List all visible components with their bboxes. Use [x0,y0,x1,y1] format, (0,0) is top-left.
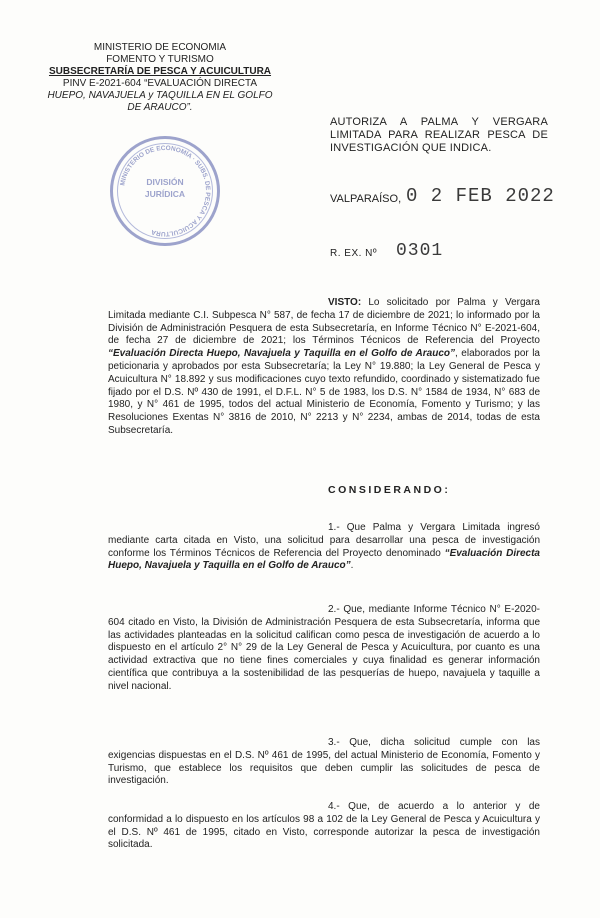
point-4-text: 4.- Que, de acuerdo a lo anterior y de conformidad a lo dispuesto en los artículos 98 a 102 de la Ley General de Pesca y Acuicultura y el D.S. Nº 461 de 1995, citado en Visto, corresponde autorizar la pesca de investigación solicitada. [108,801,540,851]
subsecretaria-name: SUBSECRETARÍA DE PESCA Y ACUICULTURA [48,66,272,77]
point-1-text: 1.- Que Palma y Vergara Limitada ingresó mediante carta citada en Visto, una solicitud para desarrollar una pesca de investigación conforme los Términos Técnicos de Referencia del Proyecto denominado [108,522,540,559]
stamp-center-line1: DIVISIÓN [146,177,184,187]
point-3-text: 3.- Que, dicha solicitud cumple con las exigencias dispuestas en el D.S. Nº 461 de 1995, del actual Ministerio de Economía, Fomento y Turismo, que establece los requisitos que deben cumplir las solicitudes de pesca de investigación. [108,737,540,787]
ministry-name: MINISTERIO DE ECONOMIA [93,42,227,53]
date-stamp: 0 2 FEB 2022 [406,185,555,207]
resolution-number: 0301 [396,241,444,261]
point-1-project: “Evaluación Directa Huepo, Navajuela y Taquilla en el Golfo de Arauco” [108,547,540,572]
visto-label: VISTO: [328,297,362,308]
considerando-point-3 [108,737,540,788]
visto-paragraph [108,297,540,438]
visto-text-1: Lo solicitado por Palma y Vergara Limitada mediante C.I. Subpesca N° 587, de fecha 17 de diciembre de 2021; lo informado por la División de Administración Pesquera de esta Subsecretaría, en Informe Técnico N° E-2021-604, de fecha 27 de diciembre de 2021; los Términos Técnicos de Referencia del Proyecto [108,297,540,347]
considerando-point-2 [108,604,540,694]
svg-text:MINISTERIO DE ECONOMÍA · SUBS.: MINISTERIO DE ECONOMÍA · SUBS. DE PESCA Y ACUICULTURA [119,144,212,238]
point-2-text: 2.- Que, mediante Informe Técnico N° E-2020-604 citado en Visto, la División de Administración Pesquera de esta Subsecretaría, informa que las actividades planteadas en la solicitud califican como pesca de investigación de acuerdo a lo dispuesto en el artículo 2° N° 29 de la Ley General de Pesca y Acuicultura, por cuanto es una actividad extractiva que no tiene fines comerciales y cuya finalidad es generar información científica que contribuya a la sostenibilidad de las pesquerías de huepo, navajuela y taquille a nivel nacional. [108,604,540,692]
project-ref-3: DE ARAUCO”. [127,102,193,113]
letterhead [30,42,290,114]
stamp-center-line2: JURÍDICA [144,189,186,199]
considerando-heading: CONSIDERANDO: [328,484,451,496]
division-juridica-stamp [110,136,220,246]
considerando-point-1: 1.- Que Palma y Vergara Limitada ingresó mediante carta citada en Visto, una solicitud para desarrollar una pesca de investigación conforme los Términos Técnicos de Referencia del Proyecto denominado “Evaluación Directa Huepo, Navajuela y Taquilla en el Golfo de Arauco”. [108,522,540,572]
visto-text-2: , elaborados por la peticionaria y aprobados por esta Subsecretaría; la Ley N° 19.880; la Ley General de Pesca y Acuicultura N° 18.892 y sus modificaciones cuyo texto refundido, coordinado y sistematizado fue fijado por el D.S. Nº 430 de 1991, el D.F.L. N° 5 de 1983, los D.S. N° 1584 de 1934, N° 683 de 1980, y N° 461 de 1995, todos del actual Ministerio de Economía, Fomento y Turismo; y las Resoluciones Exentas N° 3816 de 2010, N° 2213 y N° 2234, ambas de 2014, todas de esta Subsecretaría. [108,348,540,436]
document-subject: AUTORIZA A PALMA Y VERGARA LIMITADA PARA REALIZAR PESCA DE INVESTIGACIÓN QUE INDICA. [330,116,548,154]
place-label: VALPARAÍSO, [330,193,402,205]
project-ref-2: HUEPO, NAVAJUELA y TAQUILLA EN EL GOLFO [47,90,273,101]
considerando-point-4 [108,801,540,852]
project-ref-1: PINV E-2021-604 “EVALUACIÓN DIRECTA [62,78,258,89]
visto-project-name: “Evaluación Directa Huepo, Navajuela y Taquilla en el Golfo de Arauco” [108,348,456,360]
resolution-label: R. EX. Nº [330,248,378,259]
ministry-subname: FOMENTO Y TURISMO [106,54,214,65]
